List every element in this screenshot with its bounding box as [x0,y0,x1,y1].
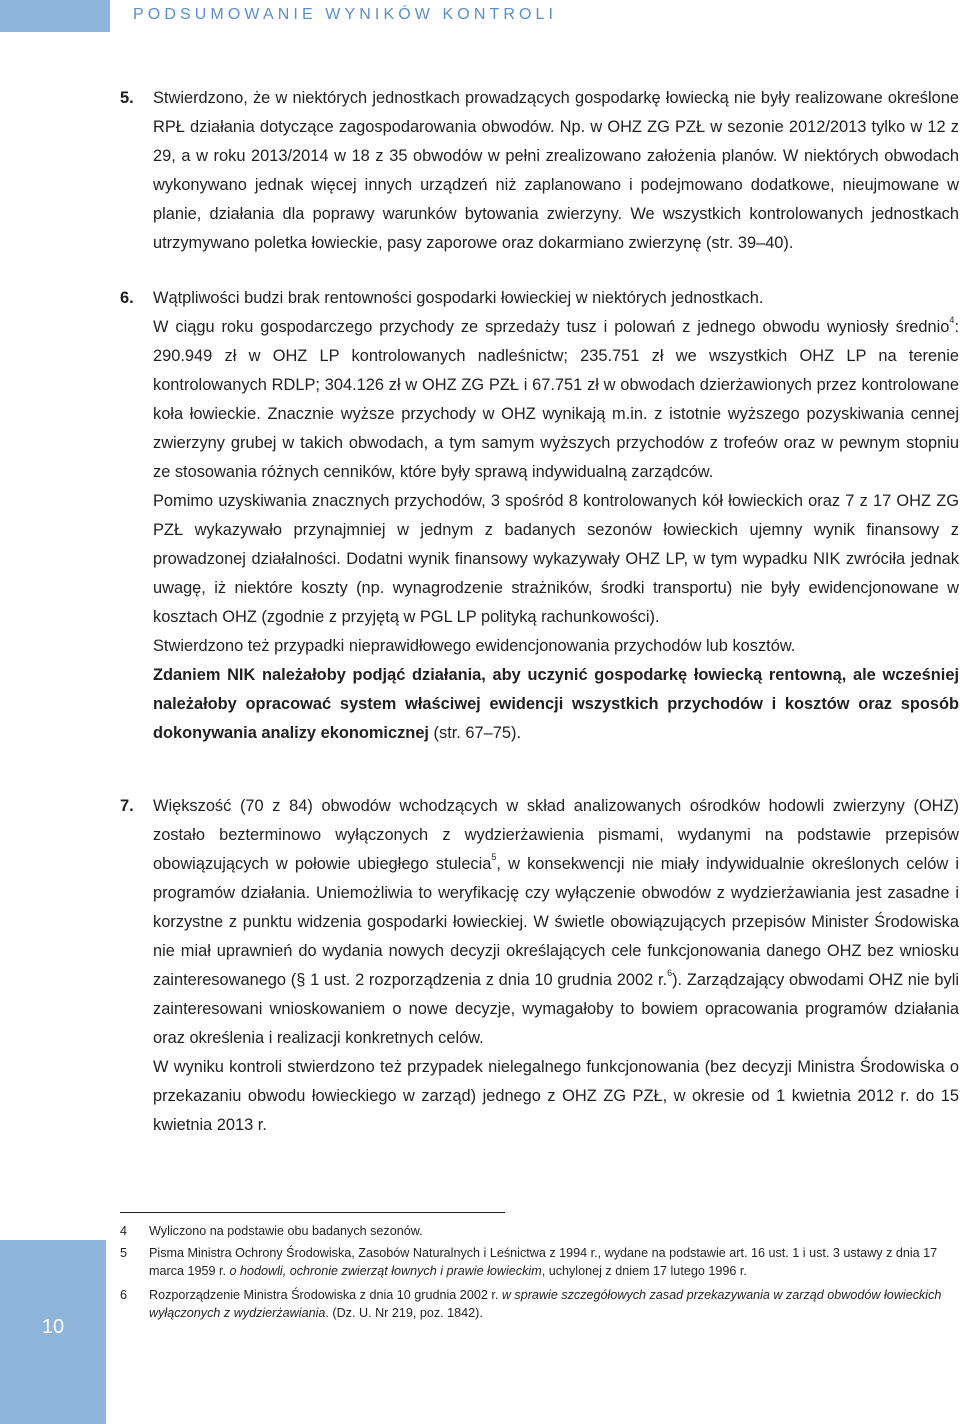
nik-recommendation: Zdaniem NIK należałoby podjąć działania, aby uczynić gospodarkę łowiecką rentowną, ale wcześniej należałoby opracować system właściwej ewidencji wszystkich przychodów i kosztów oraz sposób dokonywania analizy ekonomicznej [153,666,959,742]
paragraph: W wyniku kontroli stwierdzono też przypadek nielegalnego funkcjonowania (bez decyzji Ministra Środowiska o przekazaniu obwodu łowieckiego w zarząd) jednego z OHZ ZG PZŁ, w okresie od 1 kwietnia 2012 r. do 15 kwietnia 2013 r. [153,1058,959,1134]
page-number: 10 [41,1316,65,1338]
paragraph: Pomimo uzyskiwania znacznych przychodów, 3 spośród 8 kontrolowanych kół łowieckich oraz 7 z 17 OHZ ZG PZŁ wykazywało przynajmniej w jednym z badanych sezonów łowieckich ujemny wynik finansowy z prowadzonej działalności. Dodatni wynik finansowy wykazywały OHZ LP, w tym wypadku NIK zwróciła jednak uwagę, iż niektóre koszty (np. wynagrodzenie strażników, środki transportu) nie były ewidencjonowane w kosztach OHZ (zgodnie z przyjętą w PGL LP polityką rachunkowości). [153,492,959,626]
finding-item-6 [120,284,960,748]
item-number: 6. [120,289,134,307]
item-body [153,284,959,748]
footnote-number: 4 [120,1224,128,1238]
paragraph: Wątpliwości budzi brak rentowności gospodarki łowieckiej w niektórych jednostkach. [153,289,764,307]
paragraph: Zdaniem NIK należałoby podjąć działania, aby uczynić gospodarkę łowiecką rentowną, ale wcześniej należałoby opracować system właściwej ewidencji wszystkich przychodów i kosztów oraz sposób dokonywania analizy ekonomicznej (str. 67–75). [153,666,959,742]
item-body [153,792,959,1140]
footnote-6 [120,1286,960,1322]
finding-item-7 [120,792,960,1140]
footnote-ref: 5 [491,852,497,862]
finding-item-5 [120,84,960,258]
item-number: 7. [120,797,134,815]
footnote-divider [120,1212,505,1213]
footnote-text: Rozporządzenie Ministra Środowiska z dnia 10 grudnia 2002 r. w sprawie szczegółowych zasad przekazywania w zarząd obwodów łowieckich wyłączonych z wydzierżawiania. (Dz. U. Nr 219, poz. 1842). [149,1288,942,1320]
footnote-4 [120,1222,960,1240]
paragraph: Stwierdzono, że w niektórych jednostkach prowadzących gospodarkę łowiecką nie były realizowane określone RPŁ działania dotyczące zagospodarowania obwodów. Np. w OHZ ZG PZŁ w sezonie 2012/2013 tylko w 12 z 29, a w roku 2013/2014 w 18 z 35 obwodów w pełni zrealizowano założenia planów. W niektórych obwodach wykonywano jednak więcej innych urządzeń niż zaplanowano i podejmowano dodatkowe, nieujmowane w planie, działania dla poprawy warunków bytowania zwierzyny. We wszystkich kontrolowanych jednostkach utrzymywano poletka łowieckie, pasy zaporowe oraz dokarmiano zwierzynę (str. 39–40). [153,89,959,252]
footnote-text: Wyliczono na podstawie obu badanych sezonów. [149,1224,423,1238]
paragraph: Większość (70 z 84) obwodów wchodzących w skład analizowanych ośrodków hodowli zwierzyny (OHZ) zostało bezterminowo wyłączonych z wydzierżawienia pismami, wydanymi na podstawie przepisów obowiązujących w połowie ubiegłego stulecia$^5$, w konsekwencji nie miały indywidualnie określonych celów i programów działania. Uniemożliwia to weryfikację czy wyłączenie obwodów z wydzierżawiania jest zasadne i korzystne z punktu widzenia gospodarki łowieckiej. W świetle obowiązujących przepisów Minister Środowiska nie miał uprawnień do wydania nowych decyzji określających cele funkcjonowania danego OHZ bez wniosku zainteresowanego (§ 1 ust. 2 rozporządzenia z dnia 10 grudnia 2002 r.$^6$). Zarządzający obwodami OHZ nie byli zainteresowani wnioskowaniem o nowe decyzje, wymagałoby to bowiem opracowania programów działania oraz określenia i realizacji konkretnych celów. [153,797,959,1047]
footnote-number: 5 [120,1246,128,1260]
footnote-number: 6 [120,1288,128,1302]
paragraph: Stwierdzono też przypadki nieprawidłowego ewidencjonowania przychodów lub kosztów. [153,637,796,655]
footnote-text: Pisma Ministra Ochrony Środowiska, Zasobów Naturalnych i Leśnictwa z 1994 r., wydane na podstawie art. 16 ust. 1 i ust. 3 ustawy z dnia 17 marca 1959 r. o hodowli, ochronie zwierząt łownych i prawie łowieckim, uchylonej z dniem 17 lutego 1996 r. [149,1246,938,1278]
paragraph: W ciągu roku gospodarczego przychody ze sprzedaży tusz i polowań z jednego obwodu wyniosły średnio$^4$: 290.949 zł w OHZ LP kontrolowanych nadleśnictw; 235.751 zł we wszystkich OHZ LP na terenie kontrolowanych RDLP; 304.126 zł w OHZ ZG PZŁ i 67.751 zł w obwodach dzierżawionych przez kontrolowane koła łowieckie. Znacznie wyższe przychody w OHZ wynikają m.in. z istotnie wyższego pozyskiwania cennej zwierzyny grubej w takich obwodach, a tym samym wyższych przychodów z trofeów oraz w pewnym stopniu ze stosowania różnych cenników, które były sprawą indywidualną zarządców. [153,315,959,481]
footnote-ref: 4 [949,315,955,325]
item-number: 5. [120,89,134,107]
header-accent-bar [0,0,110,32]
item-body [153,84,959,258]
page-number-box [0,1240,106,1424]
running-header: PODSUMOWANIE WYNIKÓW KONTROLI [133,6,558,23]
footnote-5 [120,1244,960,1280]
footnote-ref: 6 [667,968,673,978]
